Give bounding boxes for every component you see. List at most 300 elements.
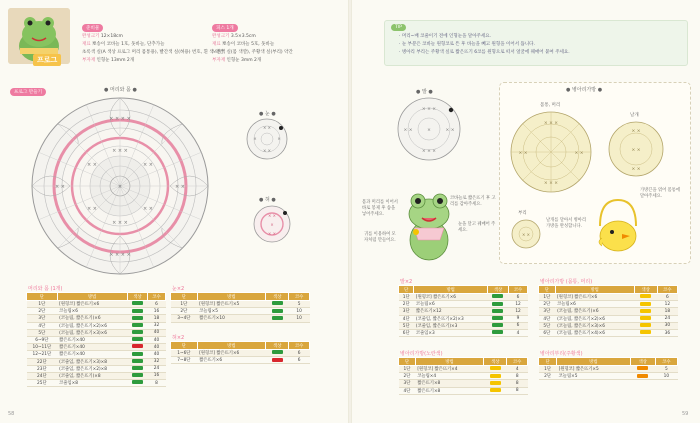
table-row [27,322,166,329]
info-line: 부자재 인형눈 3mm 2개 [212,58,262,63]
color-swatch [272,358,283,362]
row-label: 6~9단 [27,336,58,343]
color-swatch-cell [127,329,147,336]
row-label: 3단 [27,315,58,322]
table-row [171,308,310,315]
tip-box [384,20,688,66]
color-swatch [132,352,143,356]
color-swatch-cell [127,351,147,358]
svg-text:×: × [253,136,257,141]
table-head-body [26,292,166,387]
frog-info [82,14,224,65]
row-method: (코늘림, 짧은뜨기×2)×6 [555,315,634,322]
row-label: 5단 [539,322,556,329]
color-swatch-cell [266,301,289,308]
table-row [27,380,166,387]
row-label: 1단 [171,301,198,308]
table-row [27,336,166,343]
table-chick-yellow [398,357,528,395]
color-swatch [132,309,143,313]
stitch-count: 36 [657,329,677,336]
table-row [399,308,528,315]
chick-bag-label: ● 병아리가방 ● [566,87,603,93]
color-swatch-cell [127,301,147,308]
section-tag: 프로그 만들기 [10,88,46,96]
row-label: 5단 [399,322,414,329]
table-header-row [399,358,528,366]
tongue-chart [252,204,292,244]
color-swatch [272,301,283,305]
row-method: [원형코] 짧은뜨기×5 [197,301,265,308]
row-method: (코늘림, 짧은뜨기)×6 [57,315,127,322]
color-swatch-cell [127,308,147,315]
table-row [27,351,166,358]
chick-beak-label: 부리 [518,211,527,216]
table-row [399,301,528,308]
table-title: 머리와 몸 (1개) [28,286,63,292]
row-method: 짧은뜨기×8 [415,387,483,394]
table-header: 단 [399,286,414,294]
row-label: 2단 [399,373,416,380]
svg-text:×: × [427,128,431,133]
color-swatch-cell [630,366,655,373]
eye-chart [246,118,288,160]
table-header: 단 [171,293,198,301]
table-header-row [171,293,310,301]
chick-beak-chart [510,218,542,250]
row-method: 코늘림×6 [57,308,127,315]
stitch-count: 12 [657,301,677,308]
color-swatch [640,330,651,334]
svg-text:× × × ×: × × × × [109,252,131,258]
table-header: 단 [27,293,58,301]
table-row [399,373,528,380]
row-method: 짧은뜨기×8 [415,380,483,387]
row-method: [원형코] 짧은뜨기×6 [414,294,487,301]
svg-text:× ×: × × [143,206,153,212]
row-label: 3~4단 [171,315,198,322]
table-row [399,387,528,394]
chick-wing-chart [607,120,665,178]
stitch-count: 32 [147,358,165,365]
row-label: 4단 [399,387,416,394]
table-row [27,315,166,322]
materials-tag: 준비물 [82,24,103,32]
stitch-count: 6 [147,301,165,308]
table-header: 색상 [630,358,655,366]
row-method: 코늘림×5 [197,308,265,315]
feet-chart [396,96,462,162]
stitch-count: 8 [147,380,165,387]
stitch-count: 9 [509,315,528,322]
color-swatch-cell [634,301,657,308]
tongue-label: ● 혀 ● [259,197,276,203]
color-swatch [132,316,143,320]
color-swatch-cell [127,322,147,329]
table-header: 방법 [414,286,487,294]
color-swatch [272,309,283,313]
table-header: 방법 [197,293,265,301]
row-label: 12~21단 [27,351,58,358]
table-header: 색상 [634,286,657,294]
stitch-count: 24 [657,315,677,322]
stitch-count: 10 [655,373,677,380]
svg-text:× ×: × × [631,167,641,172]
eye-label: ● 눈 ● [259,111,276,117]
svg-text:× × ×: × × × [112,148,128,154]
color-swatch [132,301,143,305]
row-label: 1단 [539,366,557,373]
stitch-count: 12 [509,301,528,308]
color-swatch [132,359,143,363]
row-label: 3단 [399,308,414,315]
table-row [539,373,678,380]
tip-line: · 머리~배 코줄이기 전에 인형눈을 달아주세요. [399,34,492,39]
row-label: 23단 [27,365,58,372]
color-swatch [490,388,501,392]
chick-wing-label: 날개 [630,113,639,118]
table-row [171,357,310,364]
row-method: 코늘림×5 [557,373,631,380]
color-swatch-cell [266,315,289,322]
stitch-count: 10 [289,315,310,322]
svg-text:×: × [117,184,123,190]
stitch-count: 12 [509,308,528,315]
stitch-count: 24 [147,365,165,372]
page-number-left: 58 [8,411,15,417]
table-chick-body [538,285,678,337]
color-swatch-cell [487,294,508,301]
row-label: 6단 [539,329,556,336]
stitch-count: 16 [147,372,165,379]
row-label: 4단 [539,315,556,322]
info-line: 완성크기 3.5×3.5cm [212,34,256,39]
table-header: 단 [539,286,556,294]
row-label: 25단 [27,380,58,387]
table-header-row [27,293,166,301]
color-swatch [492,323,503,327]
table-row [27,372,166,379]
color-swatch-cell [484,373,507,380]
head-body-chart [30,96,210,276]
svg-text:× × ×: × × × [543,121,559,126]
row-label: 1단 [399,294,414,301]
stitch-count: 4 [509,329,528,336]
table-header-row [399,286,528,294]
svg-text:×: × [277,136,281,141]
table-header-row [539,358,678,366]
color-swatch [132,337,143,341]
table-header: 방법 [57,293,127,301]
table-row [27,329,166,336]
svg-text:×: × [270,222,274,227]
table-row [399,366,528,373]
svg-text:× ×: × × [87,206,97,212]
note-bubble: 날개를 달아서 병아리 가방을 완성합니다. [546,218,587,229]
page-number-right: 59 [682,411,689,417]
color-swatch [272,350,283,354]
note-bubble: 가방끈을 엮어 몸통에 달아주세요. [640,188,681,199]
stitch-count: 8 [507,380,528,387]
color-swatch-cell [127,372,147,379]
stitch-count: 6 [509,322,528,329]
color-swatch-cell [127,336,147,343]
table-row [27,358,166,365]
svg-text:× ×: × × [403,128,413,133]
color-swatch-cell [487,322,508,329]
color-swatch [132,330,143,334]
color-swatch-cell [484,387,507,394]
table-title: 혀×2 [172,335,185,341]
table-header: 단 [539,358,557,366]
table-header: 색상 [266,342,289,350]
table-header: 방법 [415,358,483,366]
chick-bag-illustration [588,196,648,256]
color-swatch [132,380,143,384]
table-row [539,322,678,329]
color-swatch [640,323,651,327]
row-label: 1~6단 [171,350,198,357]
note-bubble: 코바늘로 짧은뜨기 후 고리를 감아주세요. [450,196,496,207]
table-header: 코수 [507,358,528,366]
table-title: 발×2 [400,279,413,285]
table-chick-beak [538,357,678,380]
color-swatch [640,302,651,306]
row-method: (코늘림, 짧은뜨기×3)×6 [555,322,634,329]
table-header: 방법 [555,286,634,294]
table-header: 색상 [487,286,508,294]
row-label: 1단 [539,294,556,301]
info-line: 재료 뽀송이 코바늘 1호, 돗바늘, 단추가늘 [82,42,165,47]
info-line: 노란색 실(몸 색깔), 주황색 실(부리) 약간 [212,50,293,55]
row-label: 1단 [27,301,58,308]
color-swatch [640,316,651,320]
row-label: 7~8단 [171,357,198,364]
color-swatch-cell [127,380,147,387]
color-swatch-cell [634,308,657,315]
stitch-count: 16 [147,308,165,315]
row-label: 3단 [399,380,416,387]
svg-text:× ×: × × [522,232,530,237]
color-swatch [492,330,503,334]
row-label: 10~11단 [27,344,58,351]
color-swatch-cell [127,365,147,372]
color-swatch [640,309,651,313]
table-header-row [171,342,310,350]
svg-text:× ×: × × [518,151,528,156]
table-row [539,329,678,336]
color-swatch [492,309,503,313]
table-row [27,344,166,351]
stitch-count: 30 [657,322,677,329]
row-method: 짧은뜨기×40 [57,344,127,351]
row-method: 코줄임×8 [57,380,127,387]
color-swatch [490,374,501,378]
table-header: 코수 [509,286,528,294]
color-swatch-cell [266,350,289,357]
table-header: 색상 [484,358,507,366]
row-method: [원형코] 짧은뜨기×4 [415,366,483,373]
row-label: 2단 [399,301,414,308]
note-bubble: 귀를 이용하여 모자처럼 만들어요. [364,232,396,243]
svg-text:× × ×: × × × [112,220,128,226]
color-swatch [637,374,648,378]
svg-text:× × ×: × × × [421,107,437,112]
color-swatch [490,366,501,370]
color-swatch-cell [634,315,657,322]
row-method: [원형코] 짧은뜨기×6 [57,301,127,308]
row-method: 코늘림×4 [415,373,483,380]
stitch-count: 32 [147,322,165,329]
head-body-label: ● 머리와 몸 ● [104,87,137,93]
row-method: 짧은뜨기×6 [197,357,265,364]
color-swatch-cell [266,308,289,315]
row-label: 2단 [27,308,58,315]
table-row [171,301,310,308]
svg-text:× ×: × × [143,162,153,168]
color-swatch-cell [487,315,508,322]
color-swatch-cell [487,308,508,315]
note-bubble: 눈을 달고 꿰매어 주세요. [458,222,496,233]
table-header: 색상 [266,293,289,301]
color-swatch [132,344,143,348]
color-swatch [492,302,503,306]
table-header: 코수 [655,358,677,366]
table-row [171,350,310,357]
color-swatch-cell [487,301,508,308]
row-label: 4단 [399,315,414,322]
row-method: 코늘림×6 [555,301,634,308]
svg-text:× ×: × × [631,148,641,153]
row-method: (코줄임, 짧은뜨기×2)×8 [57,365,127,372]
stitch-count: 4 [507,366,528,373]
color-swatch-cell [266,357,289,364]
row-label: 5단 [27,329,58,336]
color-swatch [132,323,143,327]
stitch-count: 18 [657,308,677,315]
stitch-count: 6 [289,350,310,357]
tip-line: · 병아리 부리는 주황색 실로 짧은뜨기 6코를 원형으로 떠서 얼굴에 꿰매어 붙여 주세요. [399,50,570,55]
table-title: 병아리가방(노란색) [400,351,443,357]
book-spine [348,0,352,423]
stitch-count: 8 [507,387,528,394]
feet-label: ● 발 ● [416,89,433,95]
row-label: 22단 [27,358,58,365]
row-method: 코줄임×3 [414,329,487,336]
table-row [399,380,528,387]
row-label: 4단 [27,322,58,329]
stitch-count: 5 [655,366,677,373]
table-title: 눈×2 [172,286,185,292]
stitch-count: 40 [147,351,165,358]
stitch-count: 6 [289,357,310,364]
stitch-count: 18 [147,315,165,322]
table-row [539,294,678,301]
row-method: (코줄임, 짧은뜨기)×3 [414,322,487,329]
table-row [171,315,310,322]
row-method: (코늘림, 짧은뜨기×2)×6 [57,322,127,329]
stitch-count: 6 [509,294,528,301]
color-swatch-cell [127,358,147,365]
table-row [399,329,528,336]
color-swatch [132,373,143,377]
row-label: 24단 [27,372,58,379]
pattern-title-tag: 프로그 [33,54,61,66]
note-bubble: 몸과 머리를 이어서 바로 봉제 후 솜을 넣어주세요. [362,200,398,217]
table-header: 색상 [127,293,147,301]
table-row [539,301,678,308]
color-swatch-cell [487,329,508,336]
stitch-count: 6 [657,294,677,301]
svg-text:× ×: × × [263,148,271,153]
row-method: (코줄임, 짧은뜨기)×8 [57,372,127,379]
color-swatch [492,316,503,320]
table-row [399,322,528,329]
tip-notes [399,33,570,57]
stitch-count: 10 [289,308,310,315]
table-feet [398,285,528,337]
stitch-count: 40 [147,329,165,336]
svg-text:× ×: × × [55,184,65,190]
svg-text:× ×: × × [574,151,584,156]
color-swatch [640,294,651,298]
svg-text:× × ×: × × × [421,149,437,154]
color-swatch [490,381,501,385]
stitch-count: 40 [147,344,165,351]
table-row [539,366,678,373]
row-label: 2단 [539,301,556,308]
row-label: 6단 [399,329,414,336]
color-swatch-cell [634,322,657,329]
svg-text:× ×: × × [631,129,641,134]
row-method: [원형코] 짧은뜨기×5 [557,366,631,373]
table-header: 방법 [197,342,265,350]
row-label: 1단 [399,366,416,373]
table-header: 코수 [289,293,310,301]
table-row [399,294,528,301]
row-method: 짧은뜨기×40 [57,351,127,358]
color-swatch [637,366,648,370]
info-line: 재료 뽀송이 코바늘 5호, 돗바늘 [212,42,275,47]
row-method: [원형코] 짧은뜨기×6 [197,350,265,357]
table-row [539,315,678,322]
table-header: 코수 [289,342,310,350]
color-swatch-cell [484,380,507,387]
stitch-count: 5 [289,301,310,308]
chick-info [212,14,293,65]
table-row [539,308,678,315]
row-method: (코늘림, 짧은뜨기)×6 [555,308,634,315]
row-method: (코늘림, 짧은뜨기×4)×6 [555,329,634,336]
row-method: (코줄임, 짧은뜨기×3)×8 [57,358,127,365]
svg-text:× ×: × × [175,184,185,190]
svg-text:× ×: × × [87,162,97,168]
row-label: 3단 [539,308,556,315]
row-method: 짧은뜨기×40 [57,336,127,343]
table-header: 단 [171,342,198,350]
row-method: 짧은뜨기×12 [414,308,487,315]
row-method: [원형코] 짧은뜨기×6 [555,294,634,301]
row-method: (코늘림, 짧은뜨기×3)×6 [57,329,127,336]
table-eye [170,292,310,323]
table-header: 코수 [147,293,165,301]
svg-text:× × ×: × × × [543,181,559,186]
svg-text:× ×: × × [445,128,455,133]
table-row [27,308,166,315]
table-row [27,365,166,372]
table-header: 단 [399,358,416,366]
piece-tag: 피스 1개 [212,24,238,32]
